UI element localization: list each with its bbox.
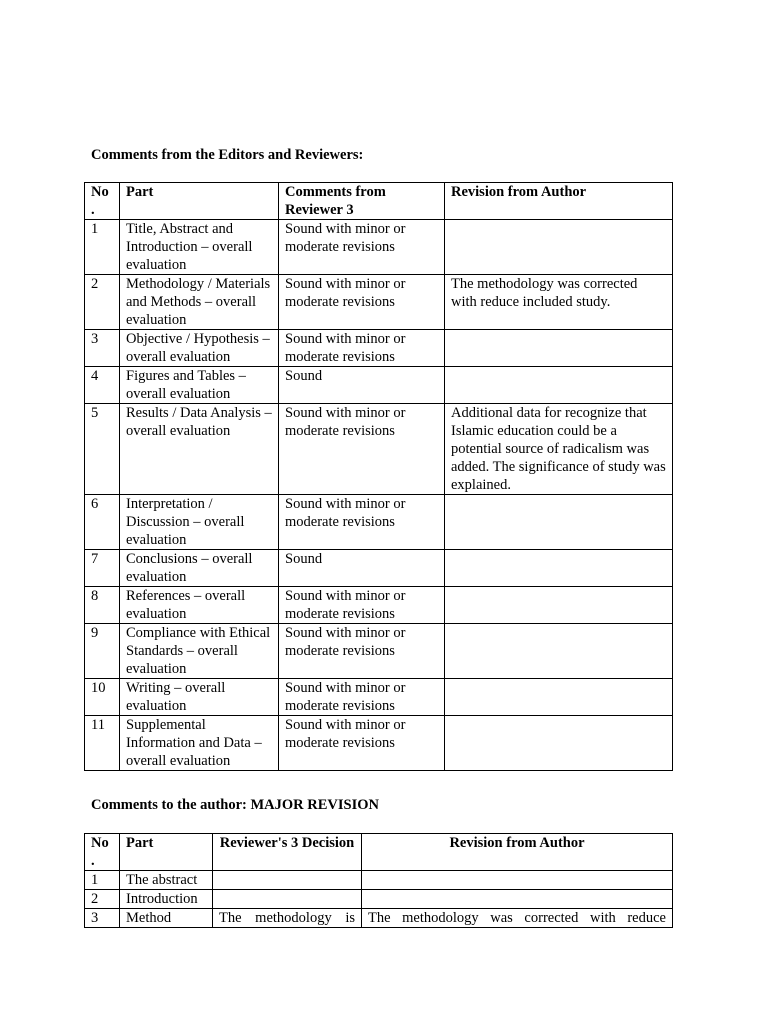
row-revision <box>445 716 673 771</box>
table-header-row <box>85 834 673 871</box>
row-comment: Sound with minor or moderate revisions <box>279 275 445 330</box>
row-number: 2 <box>85 890 120 909</box>
table-row <box>85 550 673 587</box>
table-row <box>85 220 673 275</box>
row-part: Interpretation / Discussion – overall evaluation <box>120 495 279 550</box>
row-part: Writing – overall evaluation <box>120 679 279 716</box>
section-heading-author-comments: Comments to the author: MAJOR REVISION <box>91 797 379 813</box>
table-row <box>85 330 673 367</box>
row-comment: Sound with minor or moderate revisions <box>279 330 445 367</box>
row-part: Supplemental Information and Data – overall evaluation <box>120 716 279 771</box>
row-number: 11 <box>85 716 120 771</box>
row-decision <box>213 871 362 890</box>
row-part: Title, Abstract and Introduction – overall evaluation <box>120 220 279 275</box>
row-part: Conclusions – overall evaluation <box>120 550 279 587</box>
row-revision: The methodology was corrected with reduce <box>362 909 673 928</box>
row-revision <box>445 587 673 624</box>
row-comment: Sound with minor or moderate revisions <box>279 404 445 495</box>
header-no <box>85 183 120 220</box>
table-row <box>85 624 673 679</box>
header-no-text: No . <box>91 835 109 869</box>
row-comment: Sound with minor or moderate revisions <box>279 716 445 771</box>
row-revision <box>362 890 673 909</box>
row-decision <box>213 890 362 909</box>
row-revision <box>445 550 673 587</box>
row-revision <box>362 871 673 890</box>
row-revision <box>445 679 673 716</box>
row-comment: Sound with minor or moderate revisions <box>279 624 445 679</box>
table-row <box>85 679 673 716</box>
row-revision <box>445 495 673 550</box>
row-comment: Sound with minor or moderate revisions <box>279 495 445 550</box>
row-comment: Sound with minor or moderate revisions <box>279 587 445 624</box>
row-number: 4 <box>85 367 120 404</box>
row-revision <box>445 624 673 679</box>
row-number: 8 <box>85 587 120 624</box>
table-row <box>85 890 673 909</box>
row-part: Compliance with Ethical Standards – overall evaluation <box>120 624 279 679</box>
header-part: Part <box>120 183 279 220</box>
row-number: 3 <box>85 909 120 928</box>
row-number: 5 <box>85 404 120 495</box>
row-number: 2 <box>85 275 120 330</box>
row-revision <box>445 367 673 404</box>
table-header-row <box>85 183 673 220</box>
row-part: Results / Data Analysis – overall evaluation <box>120 404 279 495</box>
header-no-text: No . <box>91 184 109 218</box>
row-part: Methodology / Materials and Methods – overall evaluation <box>120 275 279 330</box>
row-revision <box>445 220 673 275</box>
table-row <box>85 275 673 330</box>
row-part: Introduction <box>120 890 213 909</box>
row-comment: Sound <box>279 550 445 587</box>
table-row <box>85 871 673 890</box>
row-number: 9 <box>85 624 120 679</box>
row-comment: Sound <box>279 367 445 404</box>
author-comments-table <box>84 833 673 928</box>
row-revision: The methodology was corrected with reduce included study. <box>445 275 673 330</box>
row-number: 1 <box>85 871 120 890</box>
row-comment: Sound with minor or moderate revisions <box>279 220 445 275</box>
row-number: 3 <box>85 330 120 367</box>
table-row <box>85 909 673 928</box>
row-part: Method <box>120 909 213 928</box>
header-revision: Revision from Author <box>445 183 673 220</box>
header-no <box>85 834 120 871</box>
row-part: References – overall evaluation <box>120 587 279 624</box>
row-comment: Sound with minor or moderate revisions <box>279 679 445 716</box>
row-number: 7 <box>85 550 120 587</box>
table-row <box>85 495 673 550</box>
row-part: Figures and Tables – overall evaluation <box>120 367 279 404</box>
header-decision: Reviewer's 3 Decision <box>213 834 362 871</box>
row-number: 1 <box>85 220 120 275</box>
reviewer-comments-table <box>84 182 673 771</box>
row-revision: Additional data for recognize that Islamic education could be a potential source of radicalism was added. The significance of study was explained. <box>445 404 673 495</box>
row-decision: The methodology is <box>213 909 362 928</box>
table-row <box>85 716 673 771</box>
section-heading-editors-reviewers: Comments from the Editors and Reviewers: <box>91 147 364 163</box>
table-row <box>85 404 673 495</box>
row-part: Objective / Hypothesis – overall evaluation <box>120 330 279 367</box>
row-part: The abstract <box>120 871 213 890</box>
header-comments: Comments from Reviewer 3 <box>279 183 445 220</box>
row-number: 10 <box>85 679 120 716</box>
header-revision: Revision from Author <box>362 834 673 871</box>
table-row <box>85 367 673 404</box>
table-row <box>85 587 673 624</box>
header-part: Part <box>120 834 213 871</box>
row-number: 6 <box>85 495 120 550</box>
row-revision <box>445 330 673 367</box>
